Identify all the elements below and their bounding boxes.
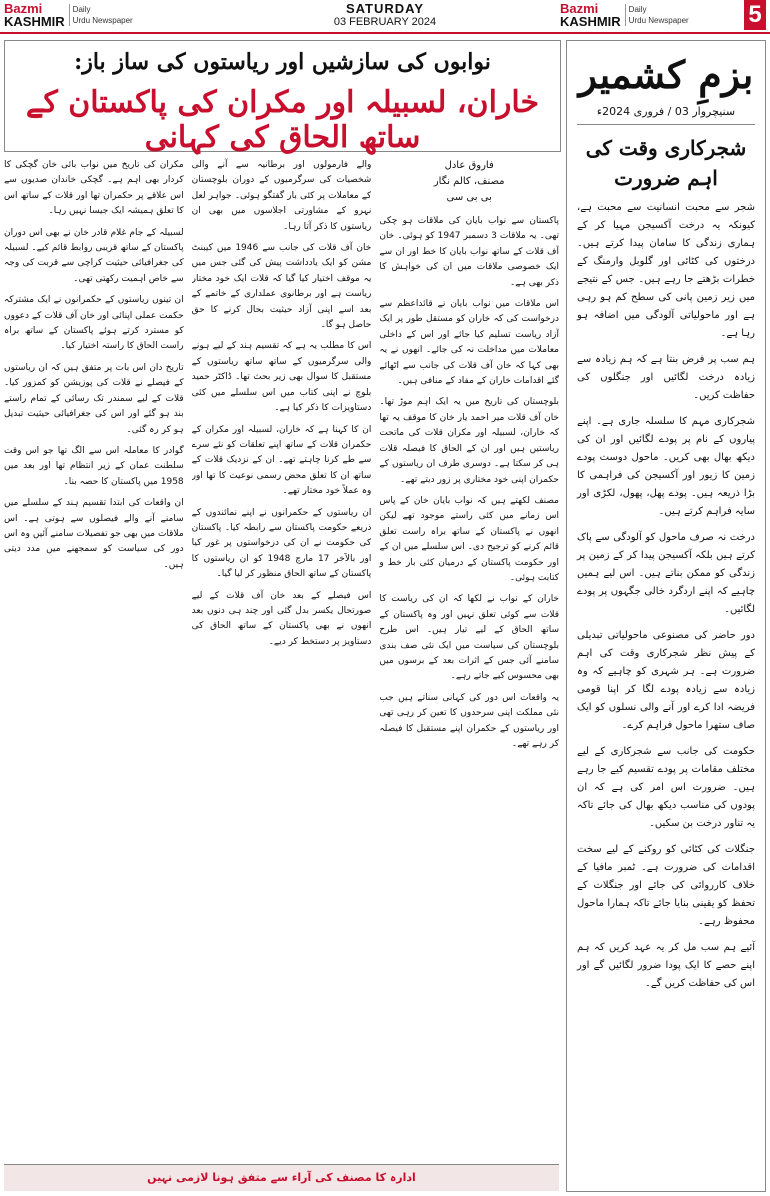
paragraph: جنگلات کی کٹائی کو روکنے کے لیے سخت اقدامات کی ضرورت ہے۔ ٹمبر مافیا کے خلاف کارروائی کی جائے اور جنگلات کے تحفظ کو یقینی بنایا جائے تاکہ ہمارا ماحول محفوظ رہے۔ bbox=[577, 844, 755, 927]
paragraph: خاران کے نواب نے لکھا کہ ان کی ریاست کا قلات سے کوئی تعلق نہیں اور وہ پاکستان کے ساتھ الحاق کے لیے تیار ہیں۔ اس طرح بلوچستان کی سیاست میں ایک نئی صف بندی سامنے آئی جس کے اثرات بعد کے برسوں میں بھی محسوس کیے جاتے رہے۔ bbox=[379, 594, 559, 682]
page-number: 5 bbox=[744, 0, 766, 30]
brand-line1: Bazmi bbox=[4, 1, 43, 16]
brand-left bbox=[4, 2, 133, 28]
dateline bbox=[250, 1, 520, 28]
source-name: بی بی سی bbox=[446, 192, 492, 203]
paragraph: ان تینوں ریاستوں کے حکمرانوں نے ایک مشترکہ حکمت عملی اپنائی اور خان آف قلات کے دعووں کو مسترد کرتے ہوئے پاکستان کے ساتھ براہ راست الحاق کا راستہ اختیار کیا۔ bbox=[3, 295, 184, 352]
paragraph: پاکستان سے نواب بایان کی ملاقات ہو چکی تھی۔ یہ ملاقات 3 دسمبر 1947 کو ہوئی۔ خان آف قلات کے ساتھ نواب بایان کا خط اور ان سے ایک خصوصی ملاقات میں ان کی خواہش کا ذکر بھی ہے۔ bbox=[379, 216, 559, 288]
brand-line2: KASHMIR bbox=[4, 14, 65, 29]
paragraph: اس کا مطلب یہ ہے کہ تقسیم ہند کے لیے ہونے والی سرگرمیوں کے ساتھ ساتھ ریاستوں کے مستقبل کا سوال بھی زیر بحث تھا۔ ڈاکٹر حمید بلوچ نے اپنی کتاب میں اس سلسلے میں کئی دستاویزات کا ذکر کیا ہے۔ bbox=[191, 341, 372, 414]
article-headline: خاران، لسبیلہ اور مکران کی پاکستان کے ساتھ الحاق کی کہانی bbox=[25, 85, 540, 155]
paragraph: مصنف لکھتے ہیں کہ نواب بایان خان کے پاس اس زمانے میں کئی راستے موجود تھے لیکن انھوں نے پاکستان کے ساتھ براہ راست تعلق قائم کرنے کو ترجیح دی۔ اس سلسلے میں ان کے اور حکومت پاکستان کے درمیان کئی بار خط و کتابت ہوئی۔ bbox=[379, 495, 559, 583]
paragraph: اس فیصلے کے بعد خان آف قلات کے لیے صورتحال یکسر بدل گئی اور چند ہی دنوں بعد انھوں نے بھی پاکستان کے ساتھ الحاق کی دستاویز پر دستخط کر دیے۔ bbox=[191, 590, 372, 647]
author-role: مصنف، کالم نگار bbox=[433, 176, 505, 187]
article-headline-box bbox=[4, 40, 561, 155]
issue-day: SATURDAY bbox=[345, 1, 425, 16]
editorial-title: شجرکاری وقت کی اہم ضرورت bbox=[585, 136, 747, 190]
paragraph: بلوچستان کی تاریخ میں یہ ایک اہم موڑ تھا۔ خان آف قلات میر احمد یار خان کا موقف یہ تھا کہ خاران، لسبیلہ اور مکران قلات کی ماتحت ریاستیں ہیں اور ان کے الحاق کا فیصلہ قلات ہی کر سکتا ہے۔ دوسری طرف ان ریاستوں کے حکمران اپنی خود مختاری پر زور دیتے تھے۔ bbox=[379, 397, 559, 485]
editorial-masthead: بزمِ کشمیر bbox=[578, 52, 754, 97]
author-name: فاروق عادل bbox=[444, 160, 494, 171]
paragraph: اس ملاقات میں نواب بایان نے قائداعظم سے درخواست کی کہ خاران کو مستقل طور پر ایک آزاد ریاست تسلیم کیا جائے اور اس کے داخلی معاملات میں مداخلت نہ کی جائے۔ انھوں نے یہ بھی کہا کہ خان آف قلات کی جانب سے اٹھائے گئے اقدامات خاران کے مفاد کے منافی ہیں۔ bbox=[379, 299, 559, 387]
brand-line2-right: KASHMIR bbox=[560, 14, 621, 29]
editorial-date: سنیچروار 03 / فروری 2024ء bbox=[577, 105, 755, 125]
article-body bbox=[4, 158, 559, 1160]
urdu-newspaper-label-right: Urdu Newspaper bbox=[628, 16, 689, 25]
paragraph: آئیے ہم سب مل کر یہ عہد کریں کہ ہم اپنے حصے کا ایک پودا ضرور لگائیں گے اور اس کی حفاظت کریں گے۔ bbox=[577, 942, 755, 989]
paragraph: گوادر کا معاملہ اس سے الگ تھا جو اس وقت سلطنت عمان کے زیر انتظام تھا اور بعد میں 1958 میں پاکستان کا حصہ بنا۔ bbox=[3, 445, 184, 487]
paragraph: خان آف قلات کی جانب سے 1946 میں کیبنٹ مشن کو ایک یادداشت پیش کی گئی جس میں یہ موقف اختیار کیا گیا کہ قلات ایک خود مختار ریاست ہے اور برطانوی عملداری کے خاتمے کے بعد اسے اپنی آزاد حیثیت بحال کرنے کا حق حاصل ہو گا۔ bbox=[191, 243, 372, 331]
daily-label: Daily bbox=[72, 5, 91, 14]
issue-date: 03 FEBRUARY 2024 bbox=[333, 16, 437, 28]
editorial-sidebar bbox=[566, 40, 766, 1192]
article-column-2 bbox=[192, 158, 372, 1160]
paragraph: مکران کی تاریخ میں نواب بائی خان گچکی کا کردار بھی اہم ہے۔ گچکی خاندان صدیوں سے اس علاقے پر حکمران تھا اور قلات کے ساتھ اس کا تعلق ہمیشہ ایک جیسا نہیں رہا۔ bbox=[3, 160, 184, 217]
disclaimer-footer: ادارہ کا مصنف کی آراء سے متفق ہونا لازمی نہیں bbox=[4, 1164, 559, 1191]
paragraph: لسبیلہ کے جام غلام قادر خان نے بھی اس دوران پاکستان کے ساتھ قریبی روابط قائم کیے۔ لسبیلہ کی جغرافیائی حیثیت کراچی سے قربت کی وجہ سے خاص اہمیت رکھتی تھی۔ bbox=[3, 227, 184, 284]
paragraph: درخت نہ صرف ماحول کو آلودگی سے پاک کرتے ہیں بلکہ آکسیجن پیدا کر کے زمین پر زندگی کو ممکن بناتے ہیں۔ اس لیے ہمیں چاہیے کہ اپنے اردگرد خالی جگہوں پر پودے لگائیں۔ bbox=[577, 532, 755, 615]
daily-label-right: Daily bbox=[628, 5, 647, 14]
paragraph: شجرکاری مہم کا سلسلہ جاری ہے۔ اپنے پیاروں کے نام پر پودے لگائیں اور ان کی دیکھ بھال بھی کریں۔ ماحول دوست پودے زمین کا زیور اور آکسیجن کی فراہمی کا بڑا ذریعہ ہیں۔ پودے پھل، پھول، لکڑی اور سایہ فراہم کرتے ہیں۔ bbox=[577, 416, 755, 517]
article-kicker: نوابوں کی سازشیں اور ریاستوں کی ساز باز: bbox=[74, 49, 491, 75]
paragraph: ان واقعات کی ابتدا تقسیم ہند کے سلسلے میں سامنے آنے والے فیصلوں سے ہوتی ہے۔ اس ملاقات میں بھی جو تفصیلات سامنے آئیں وہ اس دور کی سیاست کو سمجھنے میں مدد دیتی ہیں۔ bbox=[3, 498, 184, 570]
paragraph: والے فارمولوں اور برطانیہ سے آنے والی شخصیات کی سرگرمیوں کے دوران بلوچستان کے معاملات پر کئی بار گفتگو ہوئی۔ جواہر لعل نہرو کے مشاورتی اجلاسوں میں بھی ان ریاستوں کا ذکر آتا رہا۔ bbox=[191, 160, 372, 232]
brand-right bbox=[560, 2, 689, 28]
paragraph: ہم سب پر فرض بنتا ہے کہ ہم زیادہ سے زیادہ درخت لگائیں اور جنگلوں کی حفاظت کریں۔ bbox=[577, 354, 755, 401]
brand-line1-right: Bazmi bbox=[560, 1, 599, 16]
paragraph: یہ واقعات اس دور کی کہانی سناتے ہیں جب نئی مملکت اپنی سرحدوں کا تعین کر رہی تھی اور ریاستوں کے حکمران اپنے مستقبل کا فیصلہ کر رہے تھے۔ bbox=[379, 692, 559, 749]
byline bbox=[379, 158, 559, 206]
page-header bbox=[0, 0, 770, 34]
paragraph: دور حاضر کی مصنوعی ماحولیاتی تبدیلی کے پیش نظر شجرکاری وقت کی اہم ضرورت ہے۔ ہر شہری کو چاہیے کہ وہ زیادہ سے زیادہ پودے لگا کر اپنا قومی فریضہ ادا کرے اور آنے والی نسلوں کو ایک صاف ستھرا ماحول فراہم کرے۔ bbox=[577, 630, 755, 731]
article-column-1 bbox=[379, 158, 559, 1160]
paragraph: حکومت کی جانب سے شجرکاری کے لیے مختلف مقامات پر پودے تقسیم کیے جا رہے ہیں۔ ضرورت اس امر کی ہے کہ ان پودوں کی مناسب دیکھ بھال کی جائے تاکہ یہ تناور درخت بن سکیں۔ bbox=[577, 746, 755, 829]
paragraph: ان ریاستوں کے حکمرانوں نے اپنے نمائندوں کے ذریعے حکومت پاکستان سے رابطہ کیا۔ پاکستان کی حکومت نے ان کی درخواستوں پر غور کیا اور بالآخر 17 مارچ 1948 کو ان ریاستوں کا پاکستان کے ساتھ الحاق منظور کر لیا گیا۔ bbox=[191, 507, 372, 580]
editorial-body bbox=[567, 193, 765, 1159]
article-column-3 bbox=[4, 158, 184, 1160]
paragraph: شجر سے محبت انسانیت سے محبت ہے، کیونکہ یہ درخت آکسیجن مہیا کر کے ہماری زندگی کا سامان پیدا کرتے ہیں۔ درختوں کی کٹائی اور گلوبل وارمنگ کے خطرات بڑھتے جا رہے ہیں۔ جس کے نتیجے میں زیر زمین پانی کی سطح کم ہو رہی ہے اور ماحولیاتی آلودگی میں اضافہ ہو رہا ہے۔ bbox=[577, 202, 755, 339]
paragraph: تاریخ دان اس بات پر متفق ہیں کہ ان ریاستوں کے فیصلے نے قلات کی پوزیشن کو کمزور کیا۔ قلات کے لیے سمندر تک رسائی کے تمام راستے بند ہو گئے اور اس کی جغرافیائی حیثیت تبدیل ہو کر رہ گئی۔ bbox=[3, 362, 184, 435]
paragraph: ان کا کہنا ہے کہ خاران، لسبیلہ اور مکران کے حکمران قلات کے ساتھ اپنے تعلقات کو نئے سرے سے طے کرنا چاہتے تھے۔ ان کے نزدیک قلات کے ساتھ ان کا تعلق محض رسمی نوعیت کا تھا اور وہ عملاً خود مختار تھے۔ bbox=[191, 424, 372, 497]
urdu-newspaper-label: Urdu Newspaper bbox=[72, 16, 133, 25]
